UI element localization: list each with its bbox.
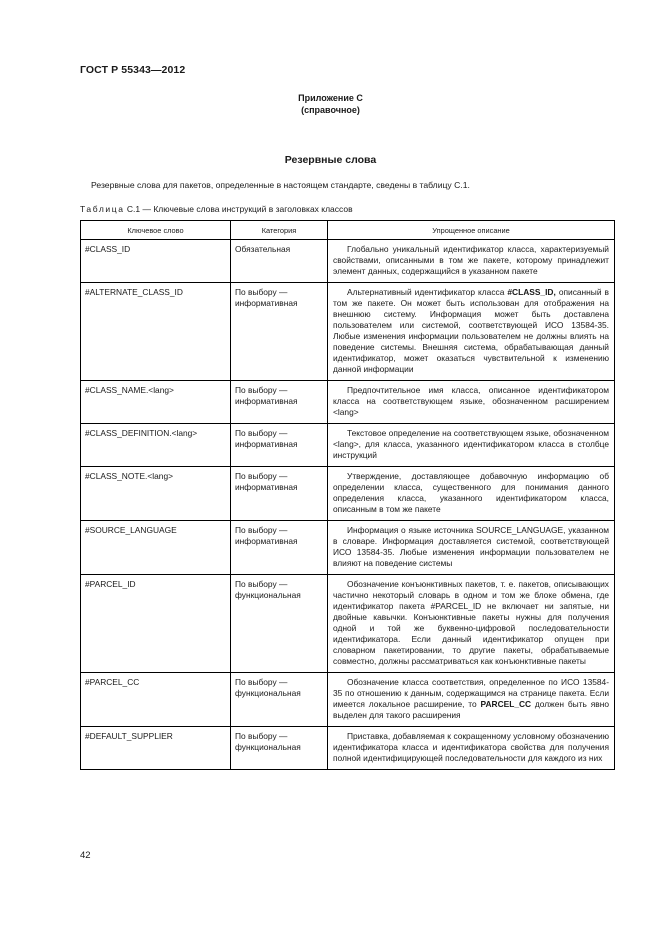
keyword-cell: #DEFAULT_SUPPLIER [81,727,231,770]
description-text: Обозначение класса соответствия, определенное по ИСО 13584-35 по отношению к данным, содержащимся на странице пакета. Если имеется локальное расширение, то [333,677,609,709]
keyword-cell: #CLASS_NAME.<lang> [81,381,231,424]
intro-paragraph: Резервные слова для пакетов, определенные в настоящем стандарте, сведены в таблицу С.1. [91,180,470,190]
table-row [81,521,615,575]
header-category: Категория [231,221,328,240]
table-caption-text: С.1 — Ключевые слова инструкций в заголовках классов [126,204,353,214]
table-row [81,727,615,770]
category-cell: По выбору — функциональная [231,673,328,727]
category-cell: По выбору — информативная [231,381,328,424]
table-caption-label: Таблица [80,204,125,214]
description-cell: Предпочтительное имя класса, описанное идентификатором класса на соответствующем языке, обозначенном расширением <lang> [328,381,615,424]
description-text: должен быть явно выделен для такого расширения [333,699,610,720]
table-row [81,467,615,521]
description-cell [328,283,615,381]
table-row [81,381,615,424]
category-cell: По выбору — информативная [231,424,328,467]
description-cell: Утверждение, доставляющее добавочную информацию об определении класса, существенного для понимания данного определения класса, указанного идентификатором класса, описанным в том же пакете [328,467,615,521]
keyword-cell: #SOURCE_LANGUAGE [81,521,231,575]
description-cell [328,673,615,727]
keyword-cell: #CLASS_ID [81,240,231,283]
header-keyword: Ключевое слово [81,221,231,240]
table-row [81,240,615,283]
category-cell: По выбору — функциональная [231,727,328,770]
category-cell: По выбору — информативная [231,521,328,575]
category-cell: По выбору — информативная [231,283,328,381]
table-row [81,424,615,467]
standard-header: ГОСТ Р 55343—2012 [80,64,186,76]
keyword-cell: #ALTERNATE_CLASS_ID [81,283,231,381]
description-text: Альтернативный идентификатор класса [347,287,508,297]
appendix-subtitle: (справочное) [301,105,360,115]
description-cell: Обозначение конъюнктивных пакетов, т. е. пакетов, описывающих частично некоторый словарь в одном и том же блоке обмена, где идентификатор пакета #PARCEL_ID не включает ни запятые, ни двойные кавычки. Конъюнктивные пакеты нужны для получения одной и той же буквенно-цифровой последовательности идентификатора. Если данный идентификатор опущен при словарном пакетировании, то другие пакеты, обрабатываемые совместно, должны рассматриваться как конъюнктивные пакеты [328,575,615,673]
description-cell: Информация о языке источника SOURCE_LANGUAGE, указанном в словаре. Информация доставляется системой, соответствующей ИСО 13584-35. Любые изменения информации пользователем не влияют на поведение системы [328,521,615,575]
keyword-cell: #PARCEL_ID [81,575,231,673]
keywords-table [80,220,615,770]
table-row [81,575,615,673]
description-cell: Текстовое определение на соответствующем языке, обозначенном <lang>, для класса, указанного идентификатором класса в столбце инструкций [328,424,615,467]
category-cell: По выбору — функциональная [231,575,328,673]
keyword-cell: #CLASS_NOTE.<lang> [81,467,231,521]
section-heading: Резервные слова [284,154,377,166]
keyword-reference: #CLASS_ID, [507,287,556,297]
keyword-reference: PARCEL_CC [480,699,532,709]
table-caption [80,204,353,214]
page-number: 42 [80,850,91,861]
header-description: Упрощенное описание [328,221,615,240]
table-header-row [81,221,615,240]
description-cell: Глобально уникальный идентификатор класса, характеризуемый свойствами, описанными в том же пакете, которому принадлежит элемент данных, содержащийся в указанном пакете [328,240,615,283]
appendix-title: Приложение С [298,93,363,103]
description-cell: Приставка, добавляемая к сокращенному условному обозначению идентификатора класса и идентификатора свойства для получения полной идентифицирующей последовательности для каждого из них [328,727,615,770]
keyword-cell: #CLASS_DEFINITION.<lang> [81,424,231,467]
category-cell: Обязательная [231,240,328,283]
description-text: описанный в том же пакете. Он может быть использован для отображения на внешнюю систему. Информация может быть доставлена пользователем или системой, соответствующей ИСО 13584-35. Любые изменения информации пользователем не должны влиять на поведение системы. Внешняя система, обрабатывающая данный идентификатор, может оказаться чувствительной к изменению данной информации [333,287,609,374]
table-row [81,673,615,727]
keyword-cell: #PARCEL_CC [81,673,231,727]
table-row [81,283,615,381]
category-cell: По выбору — информативная [231,467,328,521]
